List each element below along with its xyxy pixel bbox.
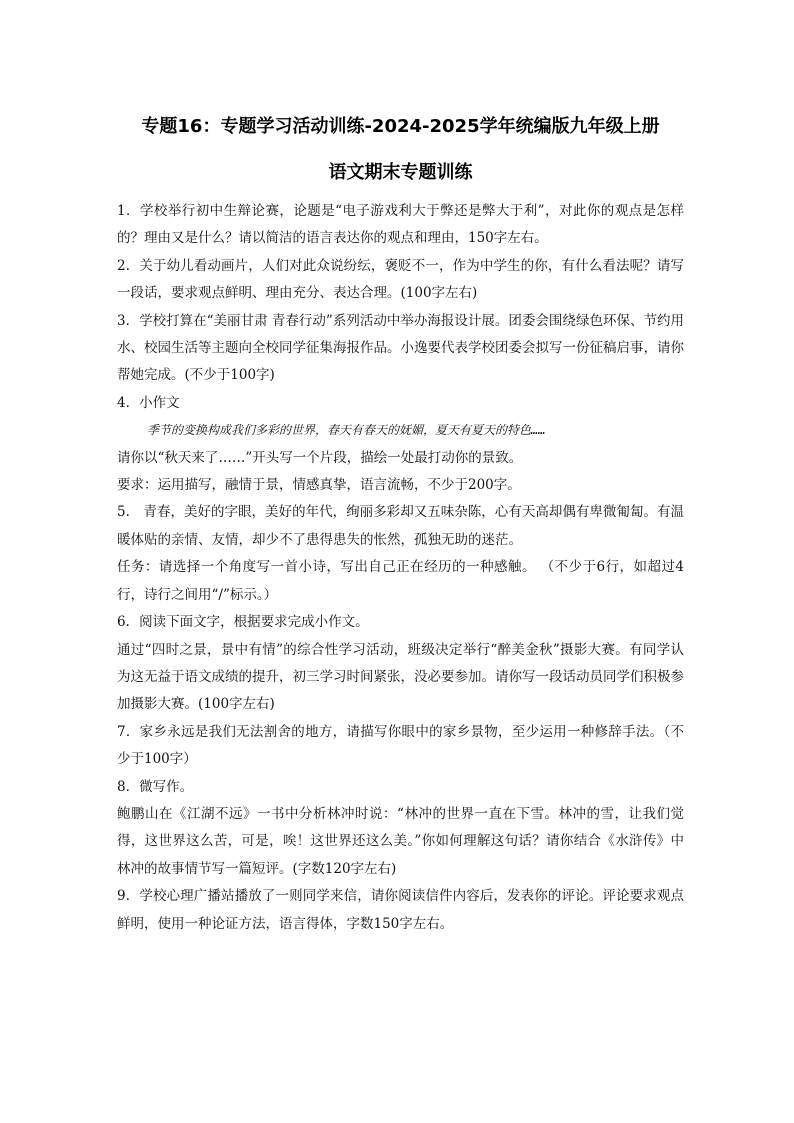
question-5: 5． 青春，美好的字眼，美好的年代，绚丽多彩却又五味杂陈，心有天高却偶有卑微匍匐。有温暖体贴的亲情、友情，却少不了患得患失的怅然，孤独无助的迷茫。 — [117, 504, 684, 548]
document-body — [117, 198, 684, 938]
question-8-body: 鲍鹏山在《江湖不远》一书中分析林冲时说：“林冲的世界一直在下雪。林冲的雪，让我们觉得，这世界这么苦，可是，唉！这世界还这么美。”你如何理解这句话？请你结合《水浒传》中林冲的故事情节写一篇短评。(字数120字左右) — [117, 805, 684, 877]
question-4-requirements: 要求：运用描写，融情于景，情感真挚，语言流畅，不少于200字。 — [117, 477, 521, 494]
question-6-heading: 6．阅读下面文字，根据要求完成小作文。 — [117, 614, 369, 631]
question-9: 9．学校心理广播站播放了一则同学来信，请你阅读信件内容后，发表你的评论。评论要求观点鲜明，使用一种论证方法，语言得体，字数150字左右。 — [117, 888, 684, 932]
question-8-heading: 8．微写作。 — [117, 778, 194, 795]
question-4-task: 请你以“秋天来了……”开头写一个片段，描绘一处最打动你的景致。 — [117, 449, 523, 466]
title-line-2: 语文期末专题训练 — [328, 162, 473, 183]
question-2: 2．关于幼儿看动画片，人们对此众说纷纭，褒贬不一，作为中学生的你，有什么看法呢？请写一段话，要求观点鲜明、理由充分、表达合理。(100字左右) — [117, 257, 684, 302]
question-7: 7．家乡永远是我们无法割舍的地方，请描写你眼中的家乡景物，至少运用一种修辞手法。（不少于100字） — [117, 723, 684, 768]
question-3: 3．学校打算在“美丽甘肃 青春行动”系列活动中举办海报设计展。团委会围绕绿色环保、节约用水、校园生活等主题向全校同学征集海报作品。小逸要代表学校团委会拟写一份征稿启事，请你帮她完成。(不少于100字) — [117, 312, 684, 384]
question-4-heading: 4．小作文 — [117, 394, 180, 411]
question-5-task: 任务：请选择一个角度写一首小诗，写出自己正在经历的一种感触。 （不少于6行，如超过4行，诗行之间用“/”标示。） — [117, 559, 684, 603]
title-line-1: 专题16：专题学习活动训练-2024-2025学年统编版九年级上册 — [141, 116, 660, 137]
question-6-body: 通过“四时之景，景中有情”的综合性学习活动，班级决定举行“醉美金秋”摄影大赛。有同学认为这无益于语文成绩的提升，初三学习时间紧张，没必要参加。请你写一段话动员同学们积极参加摄影大赛。(100字左右) — [117, 641, 684, 713]
question-1: 1．学校举行初中生辩论赛，论题是“电子游戏利大于弊还是弊大于利”，对此你的观点是怎样的？理由又是什么？请以简洁的语言表达你的观点和理由，150字左右。 — [117, 203, 684, 247]
document-title — [117, 104, 684, 196]
question-4-quote: 季节的变换构成我们多彩的世界，春天有春天的妩媚，夏天有夏天的特色…… — [147, 423, 546, 438]
